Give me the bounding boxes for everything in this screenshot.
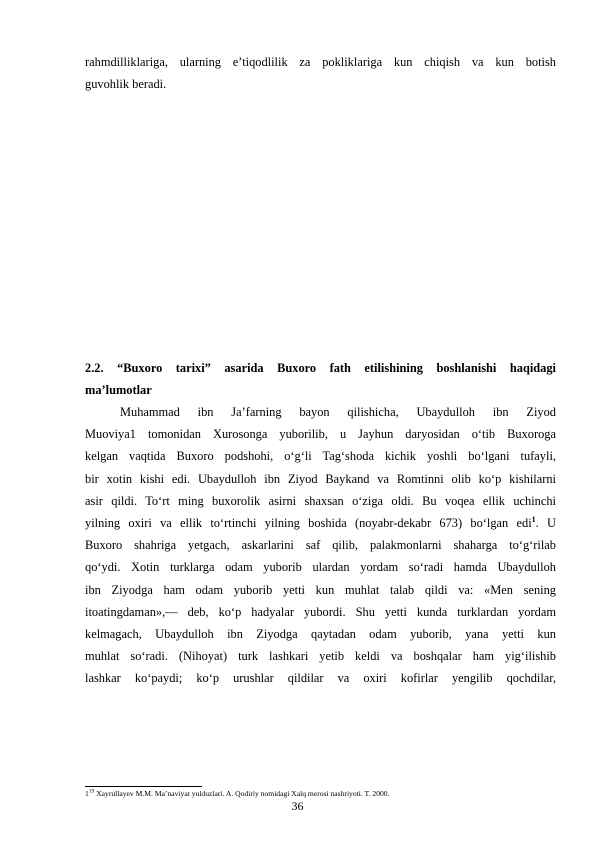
text-line: bir xotin kishi edi. Ubaydulloh ibn Ziyod Baykand va Romtinni olib ko‘p kishilarni	[85, 471, 556, 486]
text-line: Buxoro shahriga yetgach, askarlarini saf qilib, palakmonlarni shaharga to‘g‘rilab	[85, 538, 556, 553]
text-segment: yilning oxiri va ellik to‘rtinchi yilning boshida (noyabr-dekabr 673) bo‘lgan edi	[85, 516, 532, 531]
paragraph-intro	[85, 51, 556, 95]
footnote	[85, 789, 556, 799]
text-line: kelmagach, Ubaydulloh ibn Ziyodga qaytadan odam yuborib, yana yetti kun	[85, 627, 556, 642]
text-line: Muoviya1 tomonidan Xurosonga yuborilib, u Jayhun daryosidan o‘tib Buxoroga	[85, 427, 556, 442]
text-line: guvohlik beradi.	[85, 77, 167, 92]
footnote-divider	[85, 786, 202, 787]
heading-line: ma’lumotlar	[85, 383, 152, 398]
section-heading	[85, 357, 556, 401]
footnote-superscript: 19	[88, 788, 95, 795]
text-line-with-footnote	[85, 512, 556, 534]
text-line: lashkar ko‘paydi; ko‘p urushlar qildilar va oxiri kofirlar yengilib qochdilar,	[85, 671, 556, 686]
heading-line: 2.2. “Buxoro tarixi” asarida Buxoro fath etilishining boshlanishi haqidagi	[85, 361, 556, 375]
footnote-reference[interactable]: 1	[531, 514, 536, 524]
paragraph-main	[85, 401, 556, 690]
text-line: kelgan vaqtida Buxoro podshohi, o‘g‘li Tag‘shoda kichik yoshli bo‘lgani tufayli,	[85, 449, 556, 464]
text-line: ibn Ziyodga ham odam yuborib yetti kun muhlat talab qildi va: «Men sening	[85, 582, 556, 597]
page-number: 36	[291, 799, 304, 813]
footnote-text: Xayrullayev M.M. Ma’naviyat yulduzlari. A. Qodiriy nomidagi Xalq merosi nashriyoti. T. 2000.	[94, 789, 390, 798]
text-line: rahmdilliklariga, ularning e’tiqodlilik za pokliklariga kun chiqish va kun botish	[85, 55, 556, 69]
text-line: Muhammad ibn Ja’farning bayon qilishicha, Ubaydulloh ibn Ziyod	[120, 405, 556, 419]
text-line: muhlat so‘radi. (Nihoyat) turk lashkari yetib keldi va boshqalar ham yig‘ilishib	[85, 649, 556, 664]
text-line: itoatingdaman»,— deb, ko‘p hadyalar yubordi. Shu yetti kunda turklardan yordam	[85, 604, 556, 619]
text-segment: . U	[535, 516, 556, 531]
text-line: qo‘ydi. Xotin turklarga odam yuborib ulardan yordam so‘radi hamda Ubaydulloh	[85, 560, 556, 575]
footnote-number: 1	[85, 789, 89, 798]
text-line: asir qildi. To‘rt ming buxorolik asirni shaxsan o‘ziga oldi. Bu voqea ellik uchinchi	[85, 493, 556, 508]
